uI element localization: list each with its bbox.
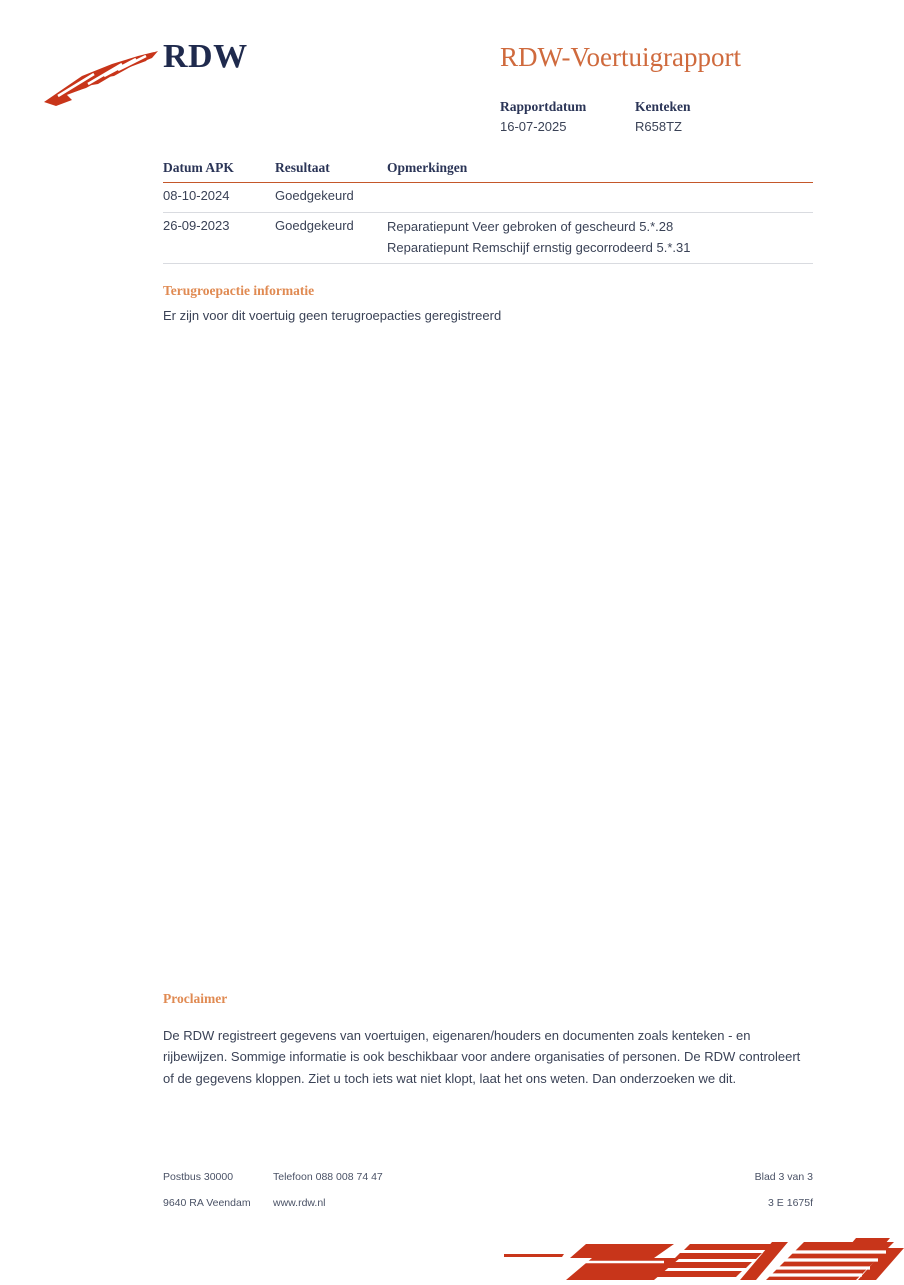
table-bottom-rule xyxy=(163,263,813,264)
table-row xyxy=(163,183,813,212)
page-title: RDW-Voertuigrapport xyxy=(500,42,741,72)
recall-text: Er zijn voor dit voertuig geen terugroepacties geregistreerd xyxy=(163,307,502,323)
footer-phone: Telefoon 088 008 74 47 xyxy=(273,1171,383,1183)
page-footer xyxy=(163,1170,813,1220)
cell-result: Goedgekeurd xyxy=(275,218,354,233)
footer-website[interactable]: www.rdw.nl xyxy=(273,1197,326,1209)
recall-heading: Terugroepactie informatie xyxy=(163,283,315,298)
proclaimer-text: De RDW registreert gegevens van voertuigen, eigenaren/houders en documenten zoals kenteken - en rijbewijzen. Sommige informatie is ook beschikbaar voor andere organisaties of personen. De RDW controleert of de gegevens kloppen. Ziet u toch iets wat niet klopt, laat het ons weten. Dan onderzoeken we dit. xyxy=(163,1027,801,1087)
cell-date: 26-09-2023 xyxy=(163,218,230,233)
footer-page-indicator: Blad 3 van 3 xyxy=(754,1171,813,1183)
license-plate-label: Kenteken xyxy=(635,99,691,114)
report-meta xyxy=(500,97,840,136)
recall-section xyxy=(163,282,813,326)
table-header-row xyxy=(163,160,813,180)
column-header-date: Datum APK xyxy=(163,160,234,175)
footer-form-code: 3 E 1675f xyxy=(768,1197,813,1209)
report-date-label: Rapportdatum xyxy=(500,99,587,114)
cell-notes xyxy=(387,216,813,259)
table-row xyxy=(163,213,813,263)
proclaimer-heading: Proclaimer xyxy=(163,991,228,1006)
cell-result: Goedgekeurd xyxy=(275,188,354,203)
proclaimer-section xyxy=(163,990,803,1090)
column-header-notes: Opmerkingen xyxy=(387,160,468,175)
footer-address-line1: Postbus 30000 xyxy=(163,1171,234,1183)
rdw-feather-logo-icon xyxy=(42,40,170,110)
report-date-value: 16-07-2025 xyxy=(500,118,567,134)
footer-address-line2: 9640 RA Veendam xyxy=(163,1197,251,1209)
column-header-result: Resultaat xyxy=(275,160,330,175)
rdw-speed-stripes-graphic-icon xyxy=(504,1232,904,1280)
rdw-wordmark: RDW xyxy=(163,38,248,75)
cell-date: 08-10-2024 xyxy=(163,188,230,203)
license-plate-group xyxy=(635,97,691,136)
note-line: Reparatiepunt Veer gebroken of gescheurd 5.*.28 xyxy=(387,219,674,234)
note-line: Reparatiepunt Remschijf ernstig gecorrodeerd 5.*.31 xyxy=(387,240,691,256)
report-date-group xyxy=(500,97,635,136)
license-plate-value: R658TZ xyxy=(635,118,682,134)
apk-history-table xyxy=(163,160,813,264)
